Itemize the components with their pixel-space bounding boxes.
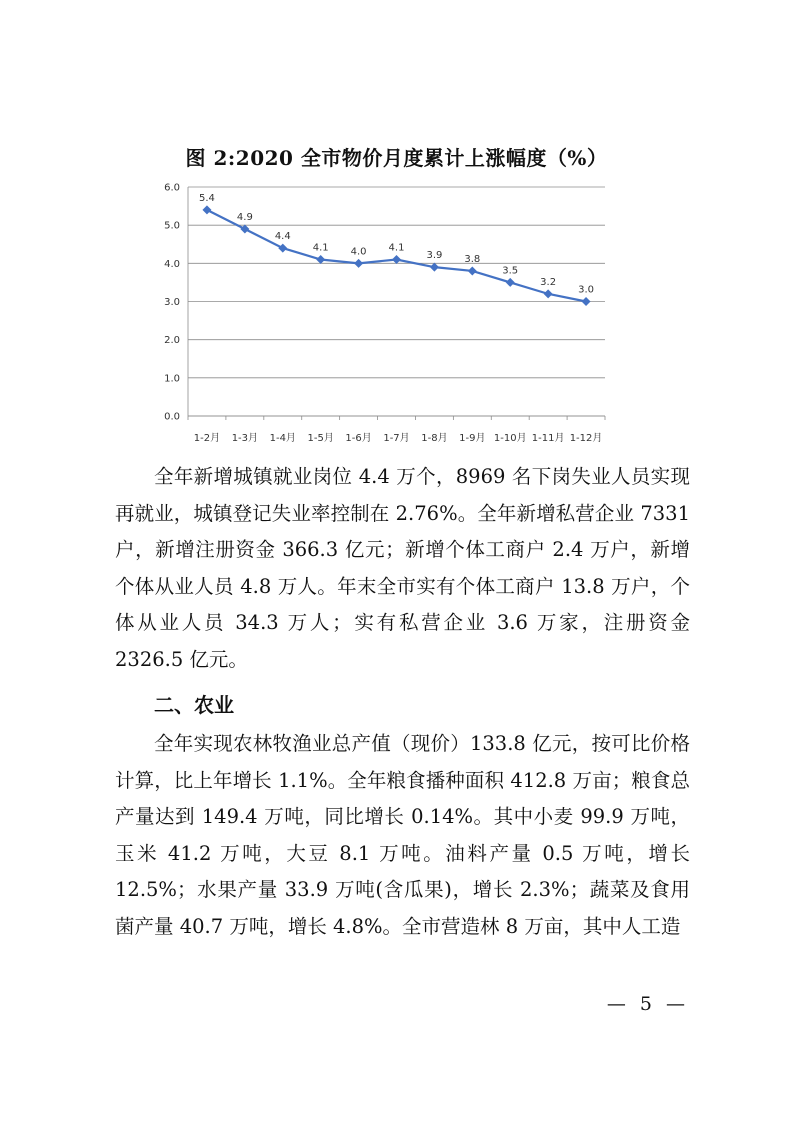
data-label: 3.5: [502, 265, 519, 277]
x-tick-label: 1-8月: [421, 433, 448, 444]
x-tick-label: 1-5月: [307, 433, 334, 444]
line-chart: [140, 175, 615, 450]
data-label: 4.4: [274, 231, 291, 243]
data-point: [316, 255, 325, 264]
paragraph-employment: 全年新增城镇就业岗位 4.4 万个，8969 名下岗失业人员实现再就业，城镇登记失业率控制在 2.76%。全年新增私营企业 7331 户，新增注册资金 366.3 亿元；新增个体工商户 2.4 万户，新增个体从业人员 4.8 万人。年末全市实有个体工商户 13.8 万户，个体从业人员 34.3 万人；实有私营企业 3.6 万家，注册资金 2326.5 亿元。: [115, 465, 690, 671]
y-tick-label: 4.0: [164, 258, 180, 270]
x-axis-ticks: [194, 432, 603, 444]
x-tick-label: 1-4月: [269, 433, 296, 444]
x-tick-label: 1-2月: [193, 433, 221, 444]
data-label: 3.8: [464, 253, 481, 265]
section-heading-agriculture: 二、农业: [154, 693, 234, 717]
data-label: 4.1: [312, 242, 329, 254]
data-label: 3.2: [540, 276, 557, 288]
data-point: [506, 278, 515, 287]
x-tick-label: 1-10月: [493, 433, 527, 444]
x-tick-label: 1-6月: [345, 433, 372, 444]
y-axis-ticks: [164, 183, 180, 423]
y-tick-label: 0.0: [164, 411, 180, 423]
paragraph-agriculture: 全年实现农林牧渔业总产值（现价）133.8 亿元，按可比价格计算，比上年增长 1.1%。全年粮食播种面积 412.8 万亩；粮食总产量达到 149.4 万吨，同比增长 0.14%。其中小麦 99.9 万吨，玉米 41.2 万吨，大豆 8.1 万吨。油料产量 0.5 万吨，增长 12.5%；水果产量 33.9 万吨(含瓜果)，增长 2.3%；蔬菜及食用菌产量 40.7 万吨，增长 4.8%。全市营造林 8 万亩，其中人工造: [115, 732, 690, 938]
data-point: [202, 205, 211, 214]
data-labels: [199, 193, 594, 296]
data-point: [582, 297, 591, 306]
data-label: 5.4: [199, 192, 215, 204]
y-tick-label: 1.0: [164, 373, 180, 385]
x-tick-label: 1-11月: [531, 433, 565, 444]
x-tick-label: 1-7月: [383, 433, 410, 444]
x-tick-label: 1-3月: [231, 433, 259, 444]
y-tick-label: 5.0: [164, 220, 180, 232]
x-tick-label: 1-9月: [459, 433, 486, 444]
data-label: 3.0: [578, 284, 594, 296]
chart-title: 图 2:2020 全市物价月度累计上涨幅度（%）: [185, 146, 608, 170]
y-tick-label: 2.0: [164, 335, 180, 347]
series-markers: [202, 205, 590, 306]
data-point: [468, 266, 477, 275]
y-tick-label: 6.0: [164, 182, 180, 194]
data-point: [392, 255, 401, 264]
data-label: 4.1: [388, 242, 405, 254]
data-point: [544, 289, 553, 298]
data-point: [430, 263, 439, 272]
page-number: — 5 —: [606, 993, 689, 1015]
y-tick-label: 3.0: [164, 297, 180, 308]
data-point: [278, 244, 287, 253]
data-label: 4.0: [350, 246, 367, 258]
x-tick-label: 1-12月: [569, 433, 603, 444]
data-point: [240, 224, 249, 233]
data-point: [354, 259, 363, 268]
data-label: 3.9: [426, 250, 443, 262]
data-label: 4.9: [236, 211, 253, 223]
